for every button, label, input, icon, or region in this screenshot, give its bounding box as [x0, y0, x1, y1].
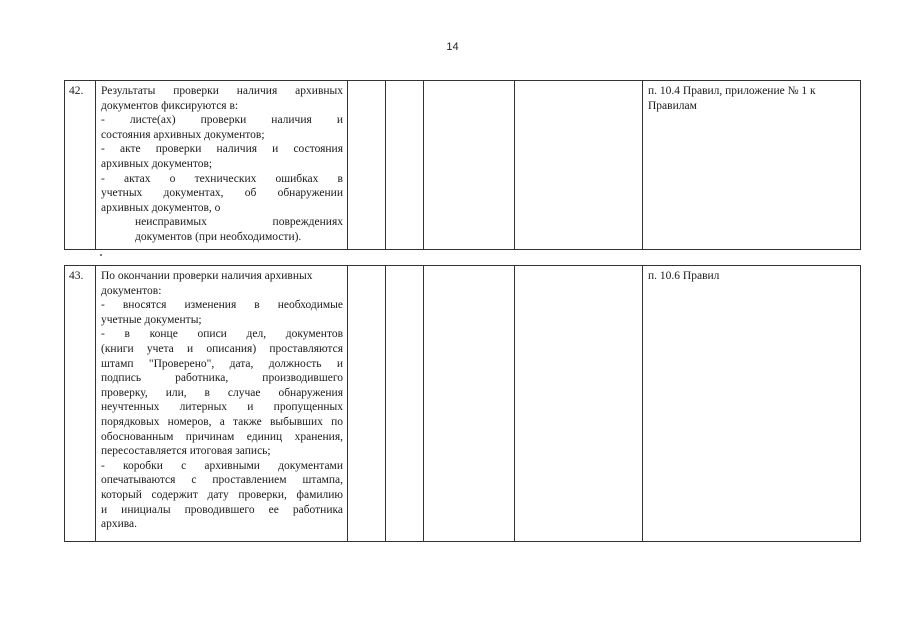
empty-cell [386, 81, 424, 250]
content-line: пересоставляется итоговая запись; [101, 445, 271, 458]
content-line: неисправимых повреждениях [135, 216, 343, 229]
content-line: состояния архивных документов; [101, 128, 265, 141]
empty-cell [424, 81, 515, 250]
content-line: документов (при необходимости). [135, 230, 302, 243]
reference-cell: п. 10.6 Правил [643, 266, 861, 542]
content-line: архивных документов; [101, 157, 213, 170]
content-line: - листе(ах) проверки наличия и [101, 114, 343, 127]
content-line: подпись работника, производившего [101, 372, 343, 385]
empty-cell [515, 81, 643, 250]
content-line: обоснованным причинам единиц хранения, [101, 430, 343, 443]
row-content [96, 266, 348, 542]
reference-cell: п. 10.4 Правил, приложение № 1 к Правилам [643, 81, 861, 250]
content-line: архива. [101, 518, 138, 531]
empty-cell [348, 266, 386, 542]
content-line: и инициалы проводившего ее работника [101, 503, 343, 516]
empty-cell [515, 266, 643, 542]
content-line: - акте проверки наличия и состояния [101, 143, 343, 156]
content-line: неучтенных литерных и пропущенных [101, 401, 343, 414]
page-number: 14 [446, 41, 459, 53]
content-line: учетные документы; [101, 313, 202, 326]
row-number: 43. [65, 266, 96, 542]
row-content [96, 81, 348, 250]
content-line: (книги учета и описания) проставляются [101, 342, 343, 355]
stray-dot [100, 254, 102, 256]
content-line: проверку, или, в случае обнаружения [101, 386, 343, 399]
content-line: опечатываются с проставлением штампа, [101, 474, 343, 487]
empty-cell [348, 81, 386, 250]
empty-cell [424, 266, 515, 542]
content-line: который содержит дату проверки, фамилию [101, 488, 343, 501]
content-line: - в конце описи дел, документов [101, 328, 343, 341]
content-line: - вносятся изменения в необходимые [101, 299, 343, 312]
content-line: документов фиксируются в: [101, 99, 239, 112]
content-line: документов: [101, 284, 162, 297]
content-line: порядковых номеров, а также выбывших по [101, 415, 343, 428]
content-line: По окончании проверки наличия архивных [101, 270, 313, 282]
content-line: архивных документов, о [101, 201, 221, 214]
content-line: - актах о технических ошибках в [101, 172, 343, 185]
content-line: штамп "Проверено", дата, должность и [101, 357, 343, 370]
content-line: учетных документах, об обнаружении [101, 187, 343, 200]
content-line: Результаты проверки наличия архивных [101, 85, 343, 97]
content-line: - коробки с архивными документами [101, 459, 343, 472]
table-row [64, 80, 861, 250]
empty-cell [386, 266, 424, 542]
table-row [64, 265, 861, 542]
row-number: 42. [65, 81, 96, 250]
